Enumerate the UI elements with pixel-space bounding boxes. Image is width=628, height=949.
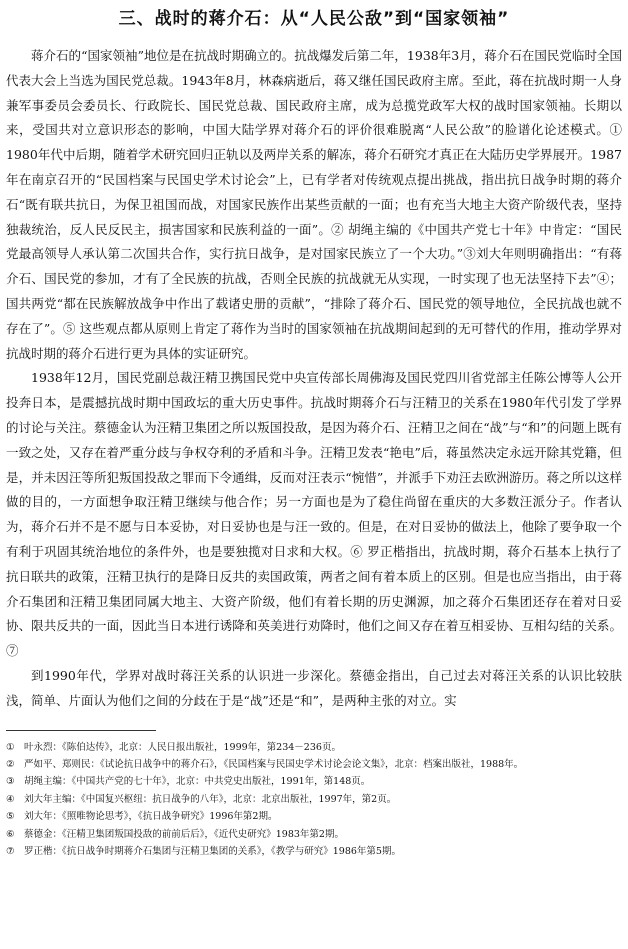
footnote-number: ④ xyxy=(6,793,15,805)
footnote-item xyxy=(6,808,622,825)
footnote-text: 刘大年主编：《中国复兴枢纽：抗日战争的八年》，北京：北京出版社，1997年，第2页。 xyxy=(24,793,397,805)
footnote-item xyxy=(6,739,622,756)
footnote-number: ⑥ xyxy=(6,828,15,840)
footnote-number: ① xyxy=(6,741,15,753)
footnote-text: 刘大年：《照唯物论思考》，《抗日战争研究》1996年第2期。 xyxy=(24,811,278,823)
footnote-text: 叶永烈：《陈伯达传》，北京：人民日报出版社，1999年，第234－236页。 xyxy=(24,741,341,753)
footnote-list xyxy=(6,739,622,861)
footnote-divider xyxy=(6,730,156,731)
footnote-item xyxy=(6,773,622,790)
footnote-text: 蔡德金：《汪精卫集团叛国投敌的前前后后》，《近代史研究》1983年第2期。 xyxy=(24,828,344,840)
section-title: 三、战时的蒋介石：从“人民公敌”到“国家领袖” xyxy=(118,9,510,29)
footnote-number: ⑤ xyxy=(6,811,15,823)
footnote-text: 罗正楷：《抗日战争时期蒋介石集团与汪精卫集团的关系》，《教学与研究》1986年第5期。 xyxy=(24,845,401,857)
paragraph-3: 到1990年代，学界对战时蒋汪关系的认识进一步深化。蔡德金指出，自己过去对蒋汪关系的认识比较肤浅，简单、片面认为他们之间的分歧在于是“战”还是“和”，是两种主张的对立。实 xyxy=(6,667,622,708)
paragraph-2: 1938年12月，国民党副总裁汪精卫携国民党中央宣传部长周佛海及国民党四川省党部主任陈公博等人公开投奔日本，是震撼抗战时期中国政坛的重大历史事件。抗战时期蒋介石与汪精卫的关系在1980年代引发了学界的讨论与关注。蔡德金认为汪精卫集团之所以叛国投敌，是因为蒋介石、汪精卫之间在“战”与“和”的问题上既有一致之处，又存在着严重分歧与争权夺利的矛盾和斗争。汪精卫发表“艳电”后，蒋虽然决定永远开除其党籍，但是，并未因汪等所犯叛国投敌之罪而下令通缉，反而对汪表示“惋惜”，并派手下劝汪去欧洲游历。蒋之所以这样做的目的，一方面想争取汪精卫继续与他合作；另一方面也是为了稳住尚留在重庆的大多数汪派分子。作者认为，蒋介石并不是不愿与日本妥协，对日妥协也是与汪一致的。但是，在对日妥协的做法上，他除了要争取一个有利于巩固其统治地位的条件外，也是要独揽对日求和大权。⑥ 罗正楷指出，抗战时期，蒋介石基本上执行了抗日联共的政策，汪精卫执行的是降日反共的卖国政策，两者之间有着本质上的区别。但是也应当指出，由于蒋介石集团和汪精卫集团同属大地主、大资产阶级，他们有着长期的历史渊源，加之蒋介石集团还存在着对日妥协、限共反共的一面，因此当日本进行诱降和英美进行劝降时，他们之间又存在着互相妥协、互相勾结的关系。⑦ xyxy=(6,370,622,659)
footnote-text: 严如平、郑则民：《试论抗日战争中的蒋介石》，《民国档案与民国史学术讨论会论文集》，北京：档案出版社，1988年。 xyxy=(24,758,524,770)
footnote-number: ⑦ xyxy=(6,845,15,857)
body-text xyxy=(6,44,622,714)
paragraph-1: 蒋介石的“国家领袖”地位是在抗战时期确立的。抗战爆发后第二年，1938年3月，蒋介石在国民党临时全国代表大会上当选为国民党总裁。1943年8月，林森病逝后，蒋又继任国民政府主席。至此，蒋在抗战时期一人身兼军事委员会委员长、行政院长、国民党总裁、国民政府主席，成为总揽党政军大权的战时国家领袖。长期以来，受国共对立意识形态的影响，中国大陆学界对蒋介石的评价很难脱离“人民公敌”的脸谱化论述模式。① 1980年代中后期，随着学术研究回归正轨以及两岸关系的解冻，蒋介石研究才真正在大陆历史学界展开。1987年在南京召开的“民国档案与民国史学术讨论会”上，已有学者对传统观点提出挑战，指出抗日战争时期的蒋介石“既有联共抗日，为保卫祖国而战，对国家民族作出某些贡献的一面；也有充当大地主大资产阶级代表，坚持独裁统治，反人民反民主，损害国家和民族利益的一面”。② 胡绳主编的《中国共产党七十年》中肯定：“国民党最高领导人承认第二次国共合作，实行抗日战争，是对国家民族立了一个大功。”③刘大年则明确指出：“有蒋介石、国民党的参加，才有了全民族的抗战，否则全民族的抗战就无从实现，一时实现了也无法坚持下去”④；国共两党“都在民族解放战争中作出了载诸史册的贡献”，“排除了蒋介石、国民党的领导地位，全民抗战也就不存在了”。⑤ 这些观点都从原则上肯定了蒋作为当时的国家领袖在抗战期间起到的无可替代的作用，推动学界对抗战时期的蒋介石进行更为具体的实证研究。 xyxy=(6,48,622,361)
footnote-text: 胡绳主编：《中国共产党的七十年》，北京：中共党史出版社，1991年，第148页。 xyxy=(24,776,371,788)
footnote-item xyxy=(6,791,622,808)
footnote-item xyxy=(6,826,622,843)
footnote-number: ③ xyxy=(6,776,15,788)
footnote-number: ② xyxy=(6,758,15,770)
footnote-item xyxy=(6,756,622,773)
footnote-item xyxy=(6,843,622,860)
